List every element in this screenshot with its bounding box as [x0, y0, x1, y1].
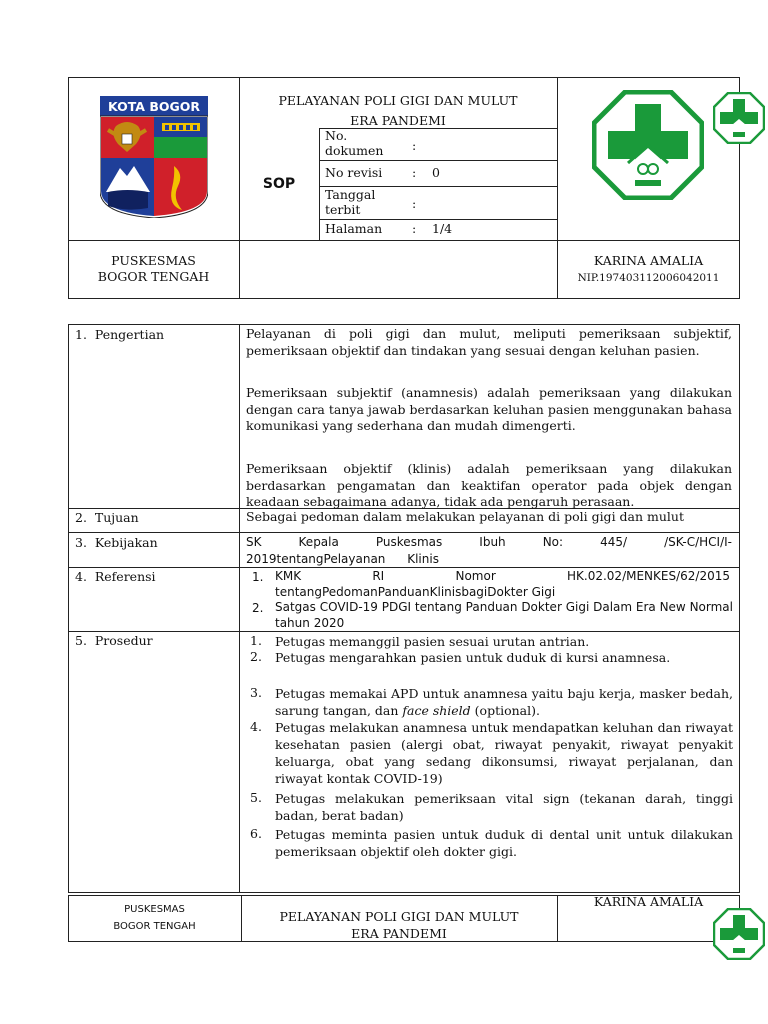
puskesmas-small-logo [713, 908, 765, 960]
header-signer-nip: NIP.197403112006042011 [577, 272, 720, 284]
prosedur-item: Petugas memakai APD untuk anamnesa yaitu baju kerja, masker bedah, sarung tangan, dan face shield (optional). [275, 686, 733, 718]
prosedur-item: Petugas memanggil pasien sesuai urutan antrian. [275, 634, 590, 649]
sop-label: SOP [262, 176, 296, 192]
referensi-number: 1. [252, 570, 264, 584]
prosedur-number: 5. [250, 790, 262, 805]
prosedur-number: 4. [250, 719, 262, 734]
footer-org-line2: BOGOR TENGAH [113, 921, 196, 932]
meta-sep: : [412, 221, 417, 236]
prosedur-item: Petugas meminta pasien untuk duduk di dental unit untuk dilakukan pemeriksaan objektif oleh dokter gigi. [275, 827, 733, 859]
meta-label-no-dokumen: No. dokumen [325, 128, 384, 158]
content-divider [68, 532, 740, 533]
header-org-line2: BOGOR TENGAH [97, 269, 210, 284]
meta-sep: : [412, 165, 417, 180]
kebijakan-text: SK Kepala Puskesmas Ibuh No: 445/ /SK-C/HCI/I-2019tentangPelayanan Klinis [246, 535, 732, 566]
footer-signer-name: KARINA AMALIA [593, 894, 704, 909]
prosedur-number: 1. [250, 633, 262, 648]
pengertian-paragraph-2: Pemeriksaan subjektif (anamnesis) adalah pemeriksaan yang dilakukan dengan cara tanya jawab berdasarkan keluhan pasien menggunakan bahasa komunikasi yang sederhana dan mudah dimengerti. [246, 385, 732, 433]
prosedur-number: 2. [250, 649, 262, 664]
logo-text: KOTA BOGOR [108, 99, 200, 114]
pengertian-paragraph-1: Pelayanan di poli gigi dan mulut, meliputi pemeriksaan subjektif, pemeriksaan objektif dan tindakan yang sesuai dengan keluhan pasien. [246, 326, 732, 358]
section-label-pengertian: 1. Pengertian [75, 327, 165, 342]
pengertian-paragraph-3: Pemeriksaan objektif (klinis) adalah pemeriksaan yang dilakukan berdasarkan pengamatan dan keaktifan operator pada objek dengan keadaan sebagaimana adanya, tidak ada pengaruh perasaan. [246, 461, 732, 509]
meta-sep: : [412, 196, 417, 211]
header-signer-name: KARINA AMALIA [593, 253, 704, 268]
prosedur-item: Petugas mengarahkan pasien untuk duduk di kursi anamnesa. [275, 650, 671, 665]
prosedur-item: Petugas melakukan pemeriksaan vital sign (tekanan darah, tinggi badan, berat badan) [275, 791, 733, 823]
header-divider [319, 219, 557, 220]
meta-value-halaman: 1/4 [432, 221, 453, 236]
referensi-item: Satgas COVID-19 PDGI tentang Panduan Dokter Gigi Dalam Era New Normal tahun 2020 [275, 600, 733, 630]
prosedur-number: 3. [250, 685, 262, 700]
kota-bogor-logo [100, 96, 208, 218]
meta-sep: : [412, 138, 417, 153]
header-title-line2: ERA PANDEMI [350, 113, 446, 128]
header-org-line1: PUSKESMAS [111, 253, 196, 268]
meta-label-no-revisi: No revisi [325, 165, 383, 180]
puskesmas-small-logo [713, 92, 765, 144]
content-divider [239, 324, 240, 893]
meta-value-no-revisi: 0 [432, 165, 440, 180]
prosedur-number: 6. [250, 826, 262, 841]
referensi-item: KMK RI Nomor HK.02.02/MENKES/62/2015 tentangPedomanPanduanKlinisbagiDokter Gigi [275, 569, 730, 599]
prosedur-item: Petugas melakukan anamnesa untuk mendapatkan keluhan dan riwayat kesehatan pasien (alergi obat, riwayat penyakit, riwayat penyakit keluarga, obat yang sedang dikonsumsi, riwayat perjalanan, dan riwayat kontak COVID-19) [275, 720, 733, 786]
header-divider [319, 128, 320, 240]
content-divider [68, 631, 740, 632]
tujuan-text: Sebagai pedoman dalam melakukan pelayanan di poli gigi dan mulut [246, 509, 684, 524]
header-title-line1: PELAYANAN POLI GIGI DAN MULUT [278, 93, 518, 108]
section-label-tujuan: 2. Tujuan [75, 510, 139, 525]
referensi-number: 2. [252, 601, 264, 615]
section-label-prosedur: 5. Prosedur [75, 633, 153, 648]
puskesmas-logo [592, 90, 704, 200]
meta-label-halaman: Halaman [325, 221, 383, 236]
section-label-kebijakan: 3. Kebijakan [75, 535, 158, 550]
meta-label-tanggal-terbit: Tanggal terbit [325, 187, 376, 217]
section-label-referensi: 4. Referensi [75, 569, 156, 584]
header-divider [68, 240, 740, 241]
header-divider [319, 160, 557, 161]
footer-title-line2: ERA PANDEMI [351, 926, 447, 941]
footer-org-line1: PUSKESMAS [124, 904, 185, 915]
footer-title-line1: PELAYANAN POLI GIGI DAN MULUT [279, 909, 519, 924]
